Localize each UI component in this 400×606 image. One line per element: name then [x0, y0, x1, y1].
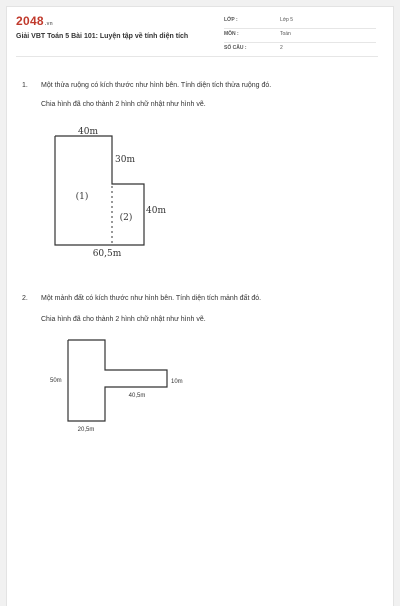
question-2-hint: Chia hình đã cho thành 2 hình chữ nhật như hình vẽ.	[41, 316, 206, 323]
question-1-text: Một thửa ruộng có kích thước như hình bên. Tính diện tích thửa ruộng đó.	[41, 82, 272, 89]
question-2-figure	[50, 340, 183, 433]
figure-2-bottom-width: 20,5m	[77, 427, 95, 433]
meta-value: Lớp 5	[280, 17, 294, 23]
meta-key: LỚP :	[224, 17, 238, 23]
figure-2-arm-width: 40,5m	[128, 393, 146, 399]
meta-key: MÔN :	[224, 31, 239, 37]
figure-1-region-1: (1)	[75, 192, 89, 202]
figure-1-bottom-width: 60,5m	[92, 249, 122, 259]
meta-value: 2	[280, 45, 283, 51]
question-1-hint: Chia hình đã cho thành 2 hình chữ nhật như hình vẽ.	[41, 101, 206, 108]
figure-1-right-height: 40m	[146, 206, 166, 216]
figure-2-right-height: 10m	[171, 379, 183, 385]
site-logo[interactable]: 2048.vn	[16, 14, 54, 28]
figure-1-top-width: 40m	[78, 127, 98, 137]
figure-2-outline	[68, 340, 167, 421]
meta-value: Toán	[280, 31, 291, 37]
figure-1-region-2: (2)	[119, 213, 133, 223]
figure-2-left-height: 50m	[50, 378, 62, 384]
page-title: Giải VBT Toán 5 Bài 101: Luyện tập về tính diện tích	[16, 33, 189, 40]
figure-1-step-height: 30m	[115, 155, 135, 165]
figure-1-outline	[55, 136, 144, 245]
question-2-number: 2.	[22, 295, 28, 302]
question-1-number: 1.	[22, 82, 28, 89]
meta-key: SỐ CÂU :	[224, 45, 247, 51]
question-2-text: Một mảnh đất có kích thước như hình bên. Tính diện tích mảnh đất đó.	[41, 295, 262, 302]
